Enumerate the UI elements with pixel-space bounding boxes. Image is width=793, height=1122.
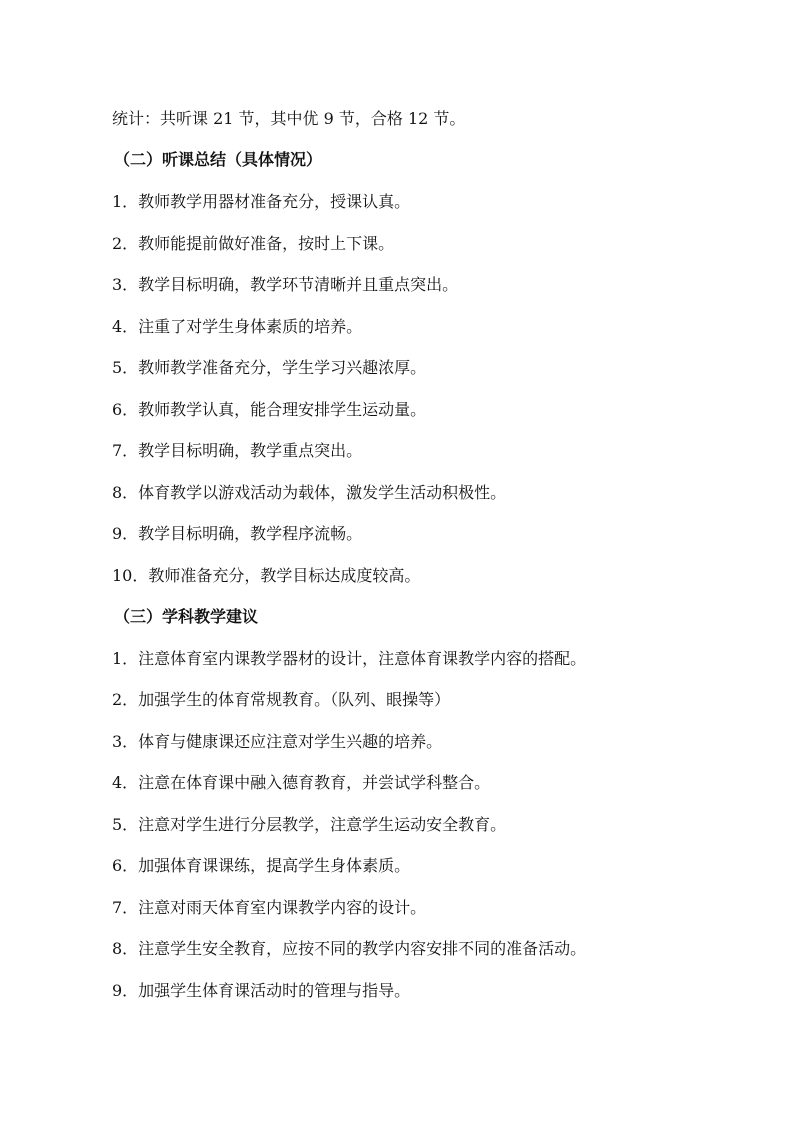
section2-item-1: 1．教师教学用器材准备充分，授课认真。	[112, 192, 411, 211]
section2-item-9: 9．教学目标明确，教学程序流畅。	[112, 524, 363, 543]
section3-item-9: 9．加强学生体育课活动时的管理与指导。	[112, 981, 411, 1000]
section3-item-4: 4．注意在体育课中融入德育教育，并尝试学科整合。	[112, 773, 491, 792]
section3-item-5: 5．注意对学生进行分层教学，注意学生运动安全教育。	[112, 815, 507, 834]
section2-item-3: 3．教学目标明确，教学环节清晰并且重点突出。	[112, 275, 459, 294]
section2-item-4: 4．注重了对学生身体素质的培养。	[112, 317, 363, 336]
section2-item-10: 10．教师准备充分，教学目标达成度较高。	[112, 566, 421, 585]
section3-item-2: 2．加强学生的体育常规教育。（队列、眼操等）	[112, 690, 451, 709]
section3-item-8: 8．注意学生安全教育，应按不同的教学内容安排不同的准备活动。	[112, 939, 587, 958]
statistics-text: 统计：共听课 21 节，其中优 9 节，合格 12 节。	[112, 109, 466, 128]
section3-heading: （三）学科教学建议	[114, 607, 259, 626]
section2-item-5: 5．教师教学准备充分，学生学习兴趣浓厚。	[112, 358, 427, 377]
section2-item-7: 7．教学目标明确，教学重点突出。	[112, 441, 363, 460]
section3-item-1: 1．注意体育室内课教学器材的设计，注意体育课教学内容的搭配。	[112, 649, 587, 668]
section2-item-8: 8．体育教学以游戏活动为载体，激发学生活动积极性。	[112, 483, 507, 502]
section2-item-2: 2．教师能提前做好准备，按时上下课。	[112, 234, 395, 253]
section3-item-3: 3．体育与健康课还应注意对学生兴趣的培养。	[112, 732, 443, 751]
section3-item-7: 7．注意对雨天体育室内课教学内容的设计。	[112, 898, 427, 917]
section3-item-6: 6．加强体育课课练，提高学生身体素质。	[112, 856, 411, 875]
section2-heading: （二）听课总结（具体情况）	[114, 150, 323, 169]
section2-item-6: 6．教师教学认真，能合理安排学生运动量。	[112, 400, 427, 419]
